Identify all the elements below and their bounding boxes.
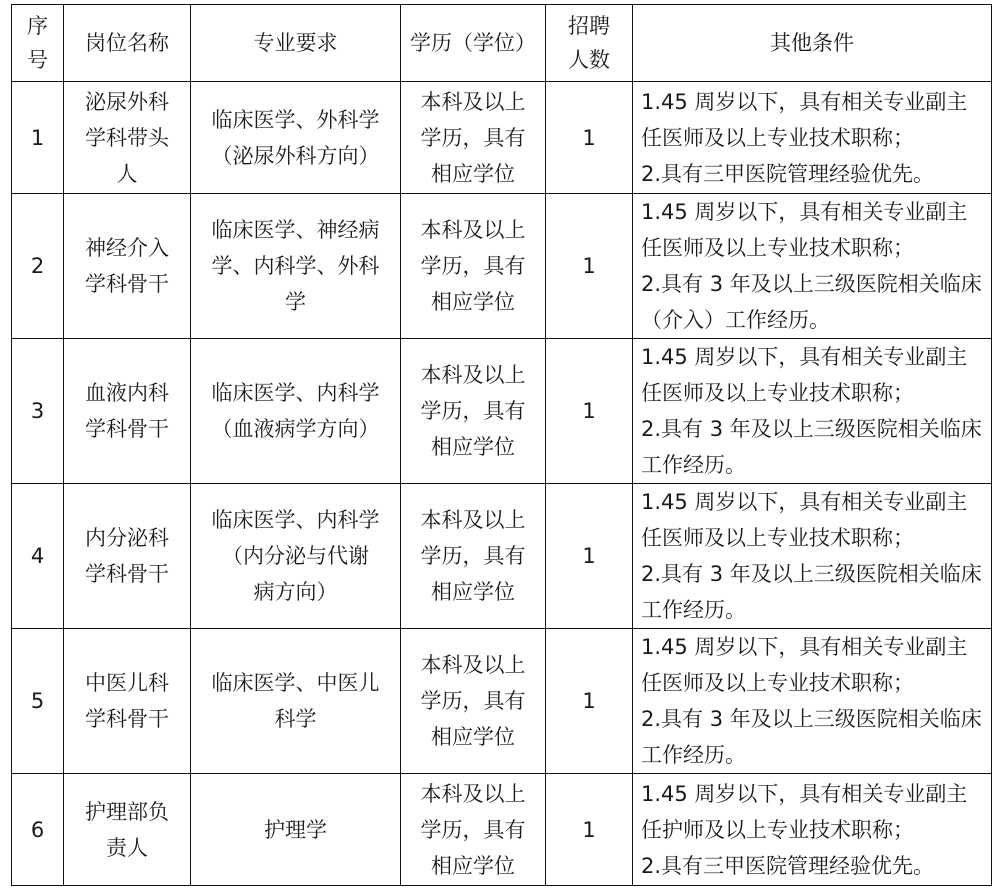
cell-conditions <box>633 339 992 484</box>
cell-position: 神经介入 学科骨干 <box>64 194 191 339</box>
condition-line: 2.具有三甲医院管理经验优先。 <box>641 161 935 186</box>
cell-index: 6 <box>12 774 64 886</box>
header-row <box>12 5 992 82</box>
condition-line: 1.45 周岁以下，具有相关专业副主任医师及以上专业技术职称； <box>641 490 968 550</box>
condition-line: 2.具有 3 年及以上三级医院相关临床工作经历。 <box>641 417 982 477</box>
cell-index: 2 <box>12 194 64 339</box>
cell-index: 5 <box>12 629 64 774</box>
header-count: 招聘 人数 <box>546 5 633 82</box>
cell-major: 临床医学、内科学 （内分泌与代谢 病方向） <box>191 484 401 629</box>
header-education: 学历（学位） <box>401 5 546 82</box>
cell-major: 临床医学、神经病 学、内科学、外科 学 <box>191 194 401 339</box>
cell-conditions <box>633 484 992 629</box>
table-row <box>12 194 992 339</box>
cell-position: 内分泌科 学科骨干 <box>64 484 191 629</box>
header-index: 序 号 <box>12 5 64 82</box>
table-row <box>12 484 992 629</box>
cell-position: 泌尿外科 学科带头 人 <box>64 82 191 194</box>
condition-line: 2.具有 3 年及以上三级医院相关临床（介入）工作经历。 <box>641 272 982 332</box>
condition-line: 2.具有 3 年及以上三级医院相关临床工作经历。 <box>641 707 982 767</box>
cell-conditions <box>633 194 992 339</box>
table-header <box>12 5 992 82</box>
header-major: 专业要求 <box>191 5 401 82</box>
cell-conditions <box>633 774 992 886</box>
condition-line: 1.45 周岁以下，具有相关专业副主任护师及以上专业技术职称； <box>641 781 968 842</box>
cell-major: 临床医学、外科学 （泌尿外科方向） <box>191 82 401 194</box>
table-row <box>12 774 992 886</box>
cell-position: 血液内科 学科骨干 <box>64 339 191 484</box>
cell-education: 本科及以上 学历，具有 相应学位 <box>401 774 546 886</box>
cell-count: 1 <box>546 339 633 484</box>
cell-count: 1 <box>546 629 633 774</box>
cell-count: 1 <box>546 774 633 886</box>
cell-education: 本科及以上 学历，具有 相应学位 <box>401 339 546 484</box>
condition-line: 2.具有 3 年及以上三级医院相关临床工作经历。 <box>641 562 982 622</box>
condition-line: 1.45 周岁以下，具有相关专业副主任医师及以上专业技术职称； <box>641 200 968 260</box>
cell-count: 1 <box>546 484 633 629</box>
condition-line: 2.具有三甲医院管理经验优先。 <box>641 853 935 878</box>
header-position: 岗位名称 <box>64 5 191 82</box>
cell-education: 本科及以上 学历，具有 相应学位 <box>401 629 546 774</box>
table-body <box>12 82 992 886</box>
condition-line: 1.45 周岁以下，具有相关专业副主任医师及以上专业技术职称； <box>641 89 968 150</box>
condition-line: 1.45 周岁以下，具有相关专业副主任医师及以上专业技术职称； <box>641 345 968 405</box>
condition-line: 1.45 周岁以下，具有相关专业副主任医师及以上专业技术职称； <box>641 635 968 695</box>
cell-education: 本科及以上 学历，具有 相应学位 <box>401 484 546 629</box>
table-row <box>12 629 992 774</box>
recruitment-table <box>11 4 992 886</box>
recruitment-table-container <box>11 4 992 886</box>
cell-education: 本科及以上 学历，具有 相应学位 <box>401 82 546 194</box>
cell-count: 1 <box>546 82 633 194</box>
cell-position: 护理部负 责人 <box>64 774 191 886</box>
cell-education: 本科及以上 学历，具有 相应学位 <box>401 194 546 339</box>
table-row <box>12 82 992 194</box>
cell-index: 4 <box>12 484 64 629</box>
cell-major: 临床医学、中医儿 科学 <box>191 629 401 774</box>
cell-conditions <box>633 629 992 774</box>
table-row <box>12 339 992 484</box>
cell-conditions <box>633 82 992 194</box>
cell-major: 临床医学、内科学 （血液病学方向） <box>191 339 401 484</box>
cell-position: 中医儿科 学科骨干 <box>64 629 191 774</box>
cell-index: 3 <box>12 339 64 484</box>
cell-index: 1 <box>12 82 64 194</box>
cell-major: 护理学 <box>191 774 401 886</box>
header-conditions: 其他条件 <box>633 5 992 82</box>
cell-count: 1 <box>546 194 633 339</box>
